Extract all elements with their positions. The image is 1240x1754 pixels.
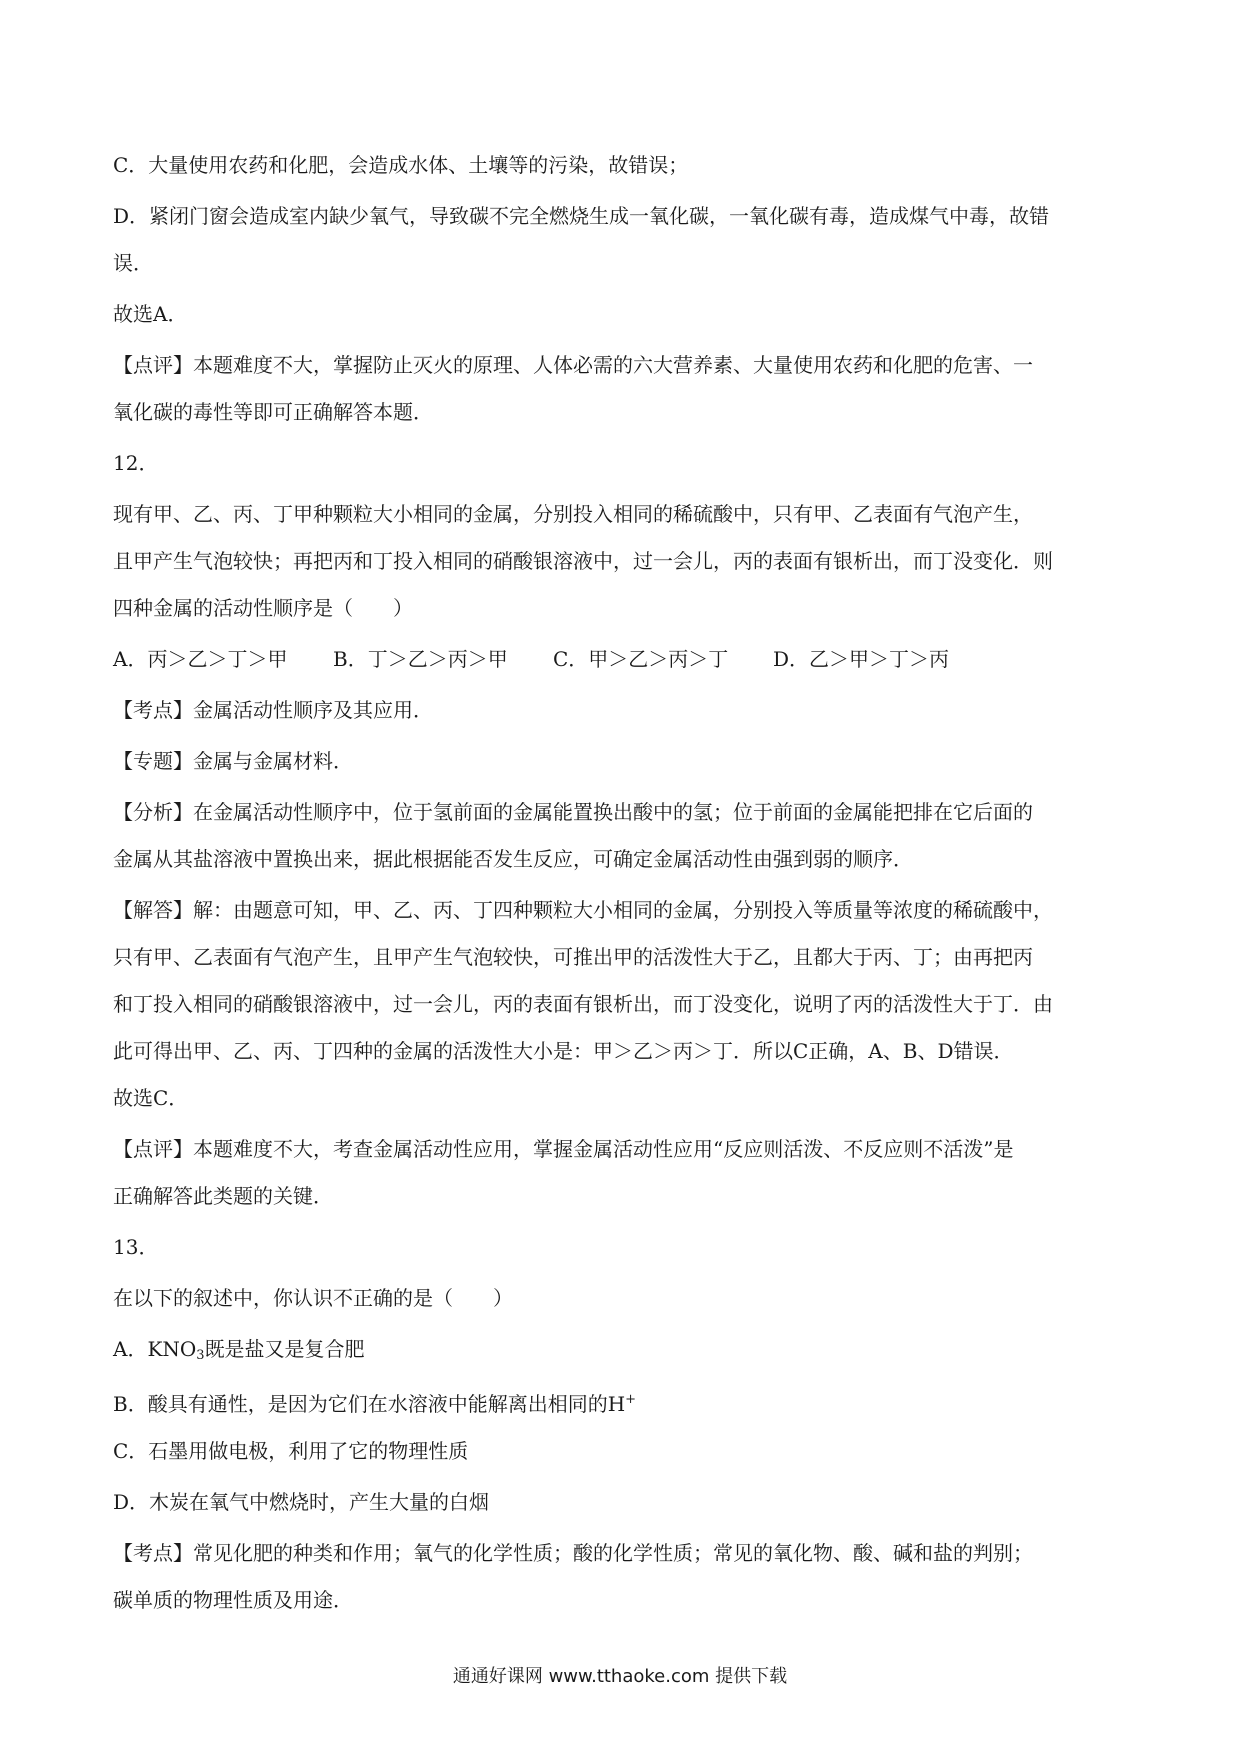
text-line: 【分析】在金属活动性顺序中，位于氢前面的金属能置换出酸中的氢；位于前面的金属能把排在它后面的 <box>113 800 1033 824</box>
text-line: 【点评】本题难度不大，考查金属活动性应用，掌握金属活动性应用“反应则活泼、不反应则不活泼”是 <box>113 1137 1014 1161</box>
text-line: 金属从其盐溶液中置换出来，据此根据能否发生反应，可确定金属活动性由强到弱的顺序． <box>113 847 913 871</box>
option-d: D．木炭在氧气中燃烧时，产生大量的白烟 <box>113 1490 490 1514</box>
text-line: D．紧闭门窗会造成室内缺少氧气，导致碳不完全燃烧生成一氧化碳，一氧化碳有毒，造成煤气中毒，故错 <box>113 204 1050 228</box>
text-line: 【考点】常见化肥的种类和作用；氧气的化学性质；酸的化学性质；常见的氧化物、酸、碱和盐的判别； <box>113 1541 1033 1565</box>
option-b: B．丁＞乙＞丙＞甲 <box>333 647 508 671</box>
text-line: 碳单质的物理性质及用途． <box>113 1588 353 1612</box>
question-number: 12． <box>113 451 159 475</box>
page-footer: 通通好课网 www.tthaoke.com 提供下载 <box>452 1666 788 1687</box>
option-d: D．乙＞甲＞丁＞丙 <box>773 647 950 671</box>
text-line: 正确解答此类题的关键． <box>113 1184 333 1208</box>
option-a <box>113 1334 1123 1364</box>
text-line: 误． <box>113 251 153 275</box>
text-line: 【解答】解：由题意可知，甲、乙、丙、丁四种颗粒大小相同的金属，分别投入等质量等浓度的稀硫酸中， <box>113 898 1053 922</box>
text-line: 氧化碳的毒性等即可正确解答本题． <box>113 400 433 424</box>
subscript: 3 <box>196 1348 205 1363</box>
option-a-text-cont: 既是盐又是复合肥 <box>204 1337 365 1361</box>
option-c: C．甲＞乙＞丙＞丁 <box>553 647 729 671</box>
text-line: C．大量使用农药和化肥，会造成水体、土壤等的污染，故错误； <box>113 153 689 177</box>
text-line: 只有甲、乙表面有气泡产生，且甲产生气泡较快，可推出甲的活泼性大于乙，且都大于丙、丁；由再把丙 <box>113 945 1033 969</box>
text-line: 和丁投入相同的硝酸银溶液中，过一会儿，丙的表面有银析出，而丁没变化，说明了丙的活泼性大于丁．由 <box>113 992 1053 1016</box>
option-c: C．石墨用做电极，利用了它的物理性质 <box>113 1439 469 1463</box>
text-line: 故选C． <box>113 1086 189 1110</box>
option-b <box>113 1385 1123 1415</box>
text-line: 【点评】本题难度不大，掌握防止灭火的原理、人体必需的六大营养素、大量使用农药和化肥的危害、一 <box>113 353 1033 377</box>
question-stem: 且甲产生气泡较快；再把丙和丁投入相同的硝酸银溶液中，过一会儿，丙的表面有银析出，而丁没变化．则 <box>113 549 1053 573</box>
question-number: 13． <box>113 1235 159 1259</box>
answer-options <box>113 644 1123 674</box>
text-line: 【专题】金属与金属材料． <box>113 749 353 773</box>
superscript: + <box>625 1392 637 1407</box>
text-line: 【考点】金属活动性顺序及其应用． <box>113 698 433 722</box>
text-line: 故选A． <box>113 302 188 326</box>
document-body <box>113 150 1123 1636</box>
option-a: A．丙＞乙＞丁＞甲 <box>113 647 288 671</box>
text-line: 此可得出甲、乙、丙、丁四种的金属的活泼性大小是：甲＞乙＞丙＞丁．所以C正确，A、B、D错误． <box>113 1039 1014 1063</box>
question-stem: 在以下的叙述中，你认识不正确的是（ ） <box>113 1286 513 1310</box>
question-stem: 四种金属的活动性顺序是（ ） <box>113 596 413 620</box>
option-a-text: A．KNO <box>113 1337 197 1361</box>
option-b-text: B．酸具有通性，是因为它们在水溶液中能解离出相同的H <box>113 1392 626 1416</box>
question-stem: 现有甲、乙、丙、丁甲种颗粒大小相同的金属，分别投入相同的稀硫酸中，只有甲、乙表面有气泡产生， <box>113 502 1033 526</box>
